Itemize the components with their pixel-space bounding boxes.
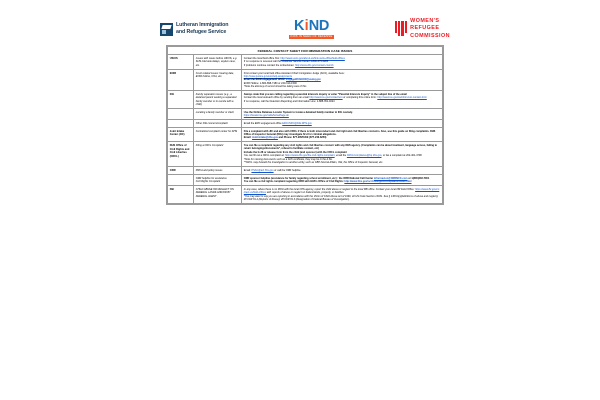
action-cell (242, 91, 443, 109)
agency-cell: DHS Office of Civil Rights and Civil Liberties (CRCL) (168, 142, 194, 167)
agency-cell: FBI (168, 186, 194, 204)
wrc-bars-icon (395, 21, 408, 36)
lirs-logo-line1: Lutheran Immigration (176, 22, 229, 29)
federal-contact-sheet (166, 45, 444, 205)
kind-letter-i: i (304, 18, 309, 35)
lirs-logo-line2: and Refugee Service (176, 29, 227, 35)
kind-logo (289, 19, 335, 38)
table-row (168, 109, 443, 120)
action-line: *Note the attorney of record should be taking care of this (243, 85, 307, 89)
table-title-row (168, 47, 443, 55)
wrc-logo-text (410, 18, 450, 40)
action-line: You can file a civil rights complaint regarding ORR with HHS's Office of Civil Rights: http://www.hhs.gov/ocr/civilrights/complaints/index.html (243, 180, 412, 184)
action-line: Use the Online Detainee Locator System to locate a detained family member in ICE custody. (243, 110, 353, 114)
issue-cell: PRCA and policy issues (194, 167, 242, 175)
action-line: File a complaint with JIC and also with CRCL if there is both misconduct and civil right and civil liberties concerns. Also, use this guide on filing complaints. DHS Office of Inspector General (OIG) may investigate first for criminal allegations. (243, 129, 436, 136)
action-line-link[interactable]: http://www.justice.gov/eoir/acij-assignments (243, 74, 293, 78)
issue-cell: Centralized complaint center for DHS (194, 127, 242, 142)
action-line-link[interactable]: Joint.Intake@dhs.gov (252, 136, 278, 140)
action-line-link[interactable]: PSAC@acf.hhs.gov (251, 168, 274, 172)
action-line-link[interactable]: http://www.ice.gov/webform/ero-contact-form (377, 96, 427, 100)
wrc-logo-line3: COMMISSION (410, 32, 450, 39)
table-row (168, 186, 443, 204)
action-line-link[interactable]: http://www.uscis.gov/about-us/find-uscis-office/field-offices (280, 57, 345, 61)
action-cell (242, 55, 443, 70)
kind-letter-k: K (294, 18, 305, 35)
action-line-link[interactable]: http://www.hhs.gov/ocr/civilrights/complaints/index.html (344, 180, 412, 184)
issue-cell: Family separation issues (e.g., a detained parent seeking a separated family member or to reunite with a child) (194, 91, 242, 109)
action-line-link[interactable]: CRCLCompliance@hq.dhs.gov (346, 154, 382, 158)
action-line-link[interactable]: ERO.INFO@ICE.DHS.gov (282, 121, 312, 125)
action-line: First contact your local field office Assistant Chief Immigration Judge (ACIJ), available here: (243, 71, 345, 75)
action-cell (242, 69, 443, 90)
issue-cell: Other ICE concern/complaint (194, 120, 242, 128)
action-line-link[interactable]: https://www.dhs.gov/file-civil-rights-complaint (285, 154, 335, 158)
wrc-logo (395, 18, 450, 40)
action-line-link[interactable]: http://www.ice.gov/contact/ero (309, 96, 343, 100)
action-line: If no response, call the Detention Reporting and Information Line: 1-888-351-4024 (243, 99, 335, 103)
action-cell (242, 142, 443, 167)
action-line: Contact the local outreach office by sending them an email http://www.ice.gov/contact/ero or completing this online form: http://www.ice.gov/webform/ero-contact-form (243, 96, 427, 100)
action-line: EOIR Hotline: 1-800-898-7180 or 240-314-1500 (243, 81, 297, 85)
action-line: *Note for missing documents such as a birth certificate, they may be in the A file. (243, 157, 333, 161)
contact-sheet-table (167, 46, 443, 204)
action-line: Include the G-28 or release form from the child (and sponsor) with the CRCL complaint (243, 150, 347, 154)
logo-bar (160, 14, 450, 44)
issue-cell: Filing a CRCL Complaint (194, 142, 242, 167)
action-cell (242, 175, 443, 186)
wrc-logo-line1: WOMEN'S (410, 18, 440, 25)
action-line-link[interactable]: informacion@ORRNCC.com (373, 176, 408, 180)
agency-cell (168, 175, 194, 186)
action-line-link[interactable]: https://www.fbi.gov/contact-us/field-offices (243, 187, 440, 195)
action-cell (242, 120, 443, 128)
action-cell (242, 127, 443, 142)
wrc-logo-line2: REFUGEE (410, 25, 440, 32)
action-line: Contact the local field office first: http://www.uscis.gov/about-us/find-uscis-office/field-offices (243, 57, 345, 61)
action-line: Email: Joint.Intake@dhs.gov and Phone: 877-2INTAKE (877-246-8253) (243, 136, 327, 140)
issue-cell: ORR helpline for assistance Civil Rights Complaint (194, 175, 242, 186)
contact-sheet-body (168, 47, 443, 204)
issue-cell: Locating a family member or client (194, 109, 242, 120)
action-line: ORR sponsor helpline (assistance for family regarding school enrollment, etc) : the ORR National Call Center informacion@ORRNCC.com or 1(800)203-7001 (243, 176, 430, 180)
action-line: **CRCL may forward the investigation to another entity, such as CBP Internal Affairs, ICE, the Office of Inspector General, etc. (243, 161, 384, 165)
table-row (168, 175, 443, 186)
lirs-mark-icon (160, 23, 173, 36)
kind-logo-tagline: KIDS IN NEED OF DEFENSE (290, 34, 333, 39)
issue-cell: Court related issues: hearing date, EOIR hotline, COA, etc. (194, 69, 242, 90)
action-line: Email the EOIR engagement office: EngageWithEOIR@usdoj.gov (243, 78, 321, 82)
lirs-logo-text (176, 22, 228, 36)
kind-letters-nd: ND (308, 18, 329, 35)
agency-cell (168, 120, 194, 128)
action-line: If problems continue contact the ombudsman: http://www.dhs.gov/contact-cisomb (243, 63, 334, 67)
agency-cell: USCIS (168, 55, 194, 70)
table-row (168, 120, 443, 128)
agency-cell: ORR (168, 167, 194, 175)
action-line: You can file a complaint regarding any civil rights and civil liberties concern with any DHS agency. (Complaints can be about treatment, language access, failing to return belongings/documents*, refusal to facilitate contact, etc) (243, 144, 438, 151)
action-line: Email: PSAC@acf.hhs.gov or call the ORR helpline (243, 168, 301, 172)
agency-cell: Joint Intake Center (JIC) (168, 127, 194, 142)
kind-logo-word (294, 19, 329, 34)
table-row (168, 69, 443, 90)
issue-cell: CHILD ABUSE OR NEGLECT ON FEDERAL LANDS AND/OR BY FEDERAL AGENT . (194, 186, 242, 204)
table-row (168, 91, 443, 109)
action-line: Always state that you are calling regarding a parental interests inquiry or enter "Parental Interests Inquiry" in the subject line of the email (243, 92, 407, 96)
table-row (168, 167, 443, 175)
action-line-link[interactable]: https://locator.ice.gov/odls/homePage.do (243, 114, 289, 118)
table-row (168, 142, 443, 167)
action-line: You can fill out a CRCL complaint at: https://www.dhs.gov/file-civil-rights-complaint, email the CRCLCompliance@hq.dhs.gov, or fax a complaint at 202-401-4708 (243, 154, 422, 158)
table-row (168, 55, 443, 70)
agency-cell: EOIR (168, 69, 194, 90)
table-row (168, 127, 443, 142)
action-cell (242, 109, 443, 120)
action-cell (242, 167, 443, 175)
table-title: FEDERAL CONTACT SHEET FOR IMMIGRATION CASE ISSUES (168, 47, 443, 55)
action-line (244, 114, 440, 117)
lirs-logo (160, 22, 228, 36)
action-line: Email the ERO engagement office ERO.INFO@ICE.DHS.gov (243, 121, 312, 125)
agency-cell: ICE (168, 91, 194, 109)
action-line: If no response is received call the Customer Service Center 1-800-375-5283 (243, 60, 329, 64)
action-line: *You may want to say you are reporting in accordance with the Victim of Child Abuse Act of 1990, 42 US Code Section 13031. See § 13031(c)(definitions of abuse and neglect), 28 CFR 81.2 (Reports of Abuse); 28 CFR 81.3 (Designation of Federal Bureau of Investigation). (243, 194, 439, 201)
agency-cell (168, 109, 194, 120)
issue-cell: Issues with cases before USCIS, e.g. SIJS interview delays, asylum case, etc. (194, 55, 242, 70)
action-line-link[interactable]: http://www.dhs.gov/contact-cisomb (295, 63, 334, 67)
action-cell (242, 186, 443, 204)
action-line: In any case, where there is no MOU with the local CPS agency, report the child abuse or neglect to the local FBI office. Contact your local FBI Field Office: https://www.fbi.gov/contact-us/field-offices with reports of abuse or neglect on federal lands, property, or facilities. (243, 187, 440, 195)
action-line-link[interactable]: EngageWithEOIR@usdoj.gov (286, 78, 321, 82)
